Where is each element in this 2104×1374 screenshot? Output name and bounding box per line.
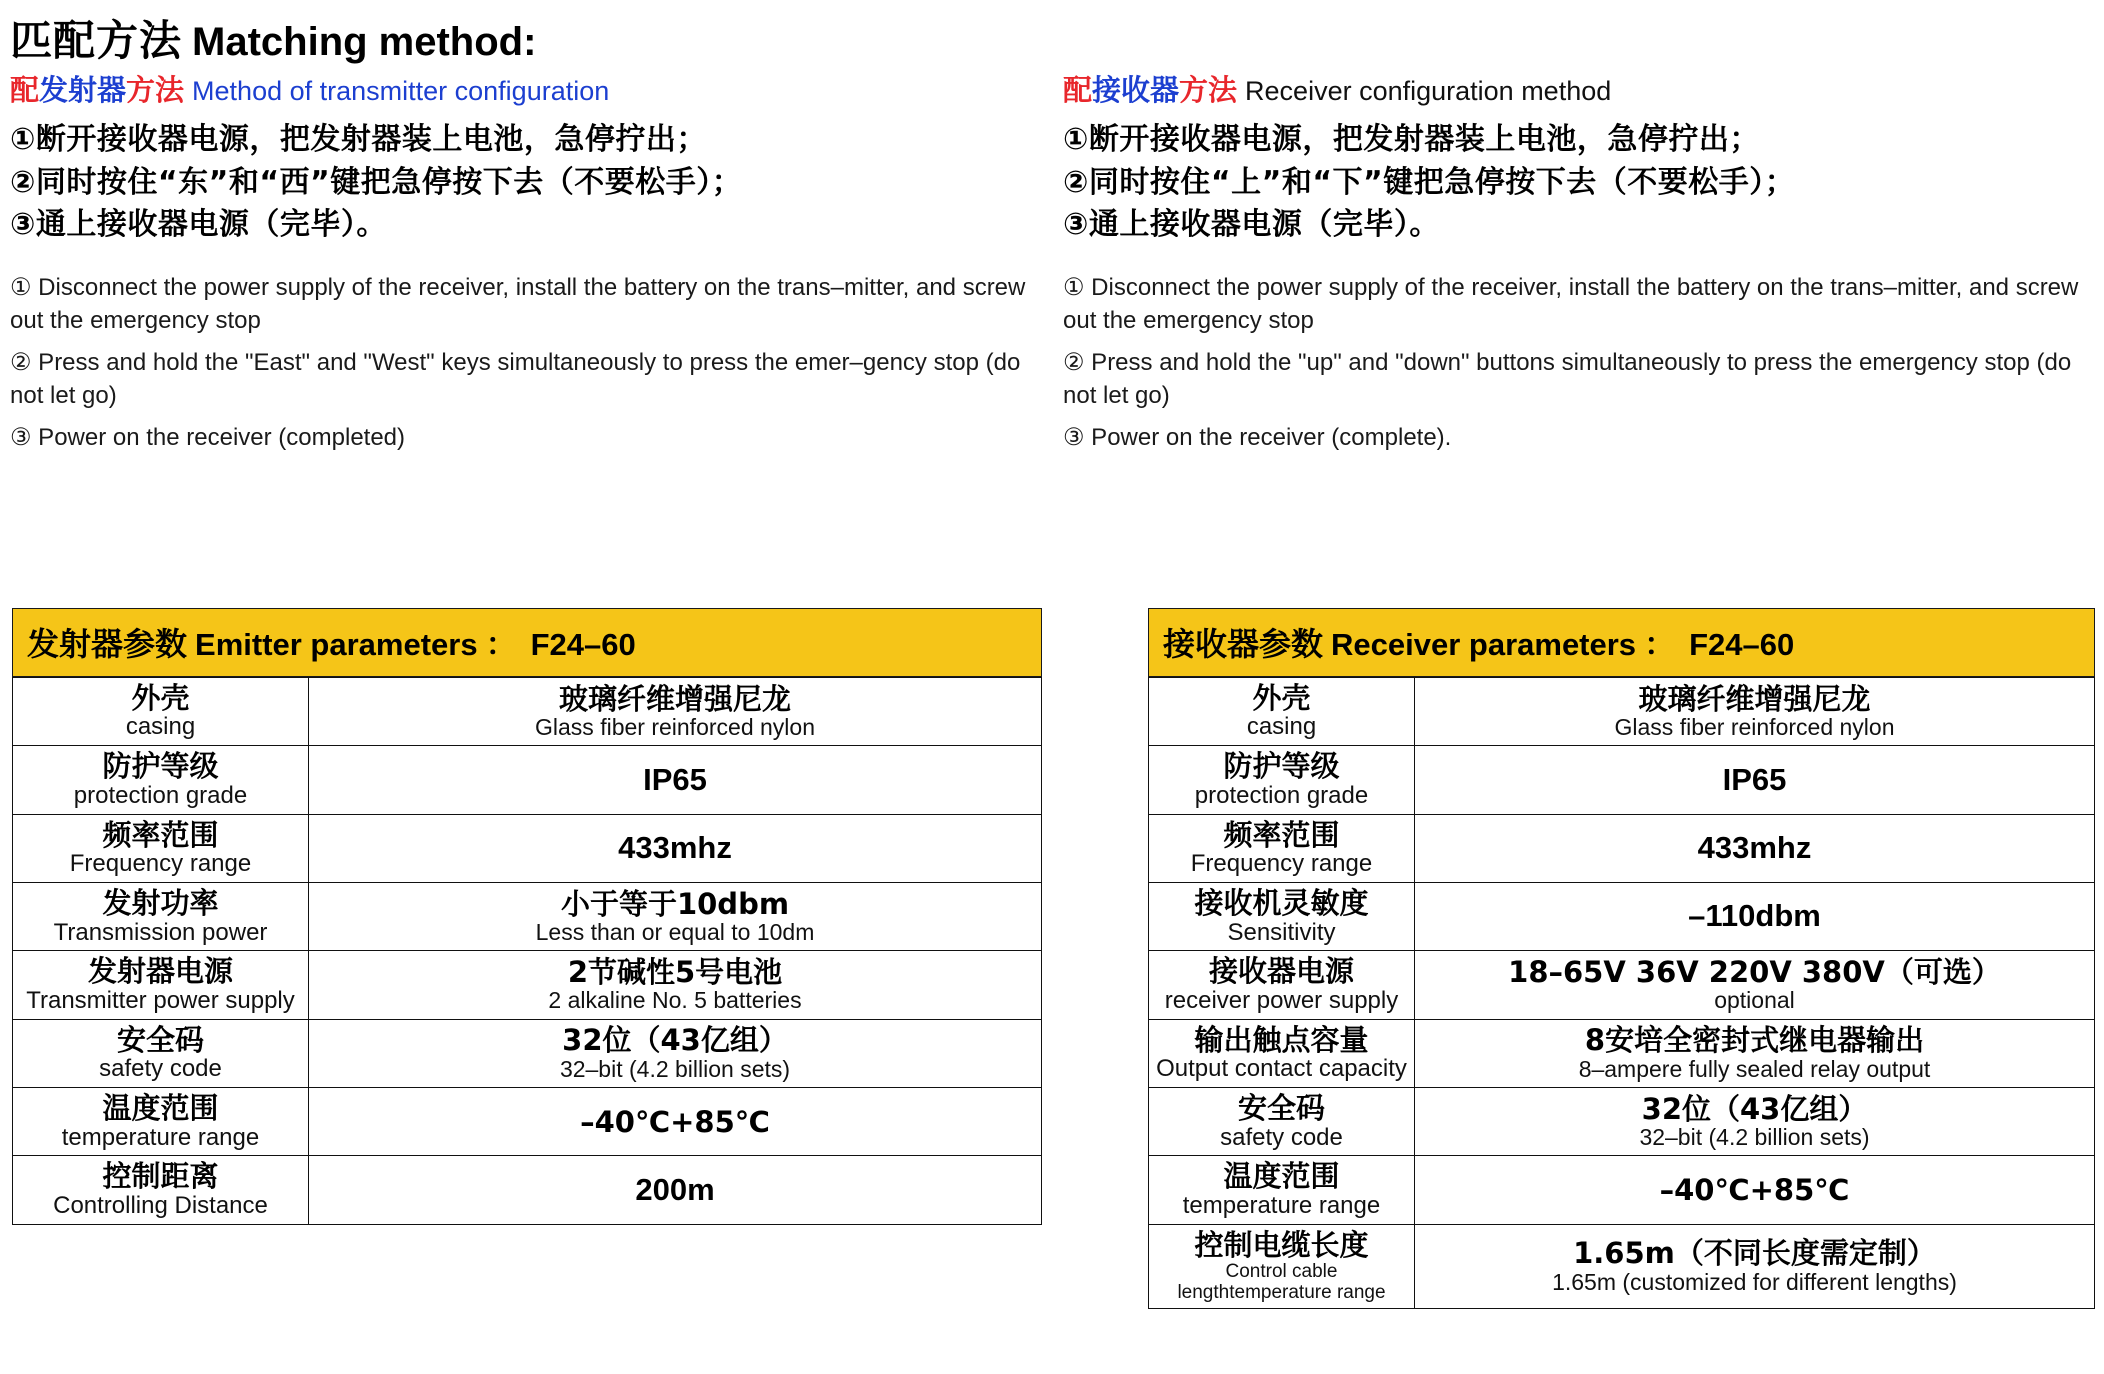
heading-cn-part2: 发射器 <box>39 73 127 107</box>
table-row <box>1149 814 2095 882</box>
row-value-cn: 玻璃纤维增强尼龙 <box>558 681 791 716</box>
step-cn-3: ③通上接收器电源（完毕）。 <box>10 207 387 243</box>
receiver-section <box>1063 68 2098 463</box>
row-label <box>13 814 309 882</box>
row-label-cn: 外壳 <box>1252 681 1311 715</box>
step-en-2: ② Press and hold the "East" and "West" keys simultaneously to press the emer–gency stop (do not let go) <box>10 349 1021 410</box>
row-value-en: 8–ampere fully sealed relay output <box>1578 1055 1931 1082</box>
row-label <box>1149 883 1415 951</box>
row-label <box>13 883 309 951</box>
row-label <box>1149 951 1415 1019</box>
step-en-1: ① Disconnect the power supply of the receiver, install the battery on the trans–mitter, and screw out the emergency stop <box>10 273 1026 334</box>
row-label <box>1149 746 1415 814</box>
row-label-en: casing <box>1246 713 1317 741</box>
heading-cn-part1: 配 <box>10 73 40 107</box>
receiver-section-heading <box>1063 68 2098 109</box>
table-row <box>1149 1019 2095 1087</box>
row-value <box>1415 1156 2095 1224</box>
table-row <box>13 883 1042 951</box>
emitter-table-model: F24–60 <box>530 627 636 662</box>
row-label-en: receiver power supply <box>1164 986 1399 1014</box>
step-en-2: ② Press and hold the "up" and "down" buttons simultaneously to press the emergency stop (do not let go) <box>1063 349 2072 410</box>
row-value-cn: 玻璃纤维增强尼龙 <box>1638 681 1871 716</box>
row-label-cn: 温度范围 <box>102 1091 219 1126</box>
step-cn-2: ②同时按住“东”和“西”键把急停按下去（不要松手）； <box>10 164 743 200</box>
transmitter-section-heading <box>10 68 1040 109</box>
row-value <box>1415 1088 2095 1156</box>
table-row <box>1149 678 2095 746</box>
table-row <box>13 746 1042 814</box>
row-label-en: Output contact capacity <box>1156 1055 1407 1083</box>
row-value-en: 32–bit (4.2 billion sets) <box>1639 1124 1870 1151</box>
row-label-en: Transmission power <box>53 918 268 946</box>
receiver-table-header-sep: ： <box>1644 627 1676 662</box>
row-value <box>309 1019 1042 1087</box>
row-value-cn: 8安培全密封式继电器输出 <box>1584 1023 1925 1058</box>
row-value-cn: –40℃+85℃ <box>580 1104 770 1139</box>
page-title-cn: 匹配方法 <box>10 16 183 65</box>
row-value-text: IP65 <box>643 761 707 797</box>
table-row <box>1149 746 2095 814</box>
row-label-cn: 防护等级 <box>1223 749 1340 784</box>
row-label-cn: 控制电缆长度 <box>1194 1227 1369 1262</box>
row-label <box>1149 678 1415 746</box>
table-row <box>13 1088 1042 1156</box>
row-value-cn: 32位（43亿组） <box>562 1023 788 1058</box>
row-value-text: 433mhz <box>1697 830 1812 865</box>
row-value <box>1415 951 2095 1019</box>
emitter-table-header-cn: 发射器参数 <box>27 625 188 663</box>
row-label <box>13 746 309 814</box>
table-row <box>13 814 1042 882</box>
receiver-steps-cn <box>1063 119 2098 247</box>
row-value-text: 433mhz <box>618 830 732 865</box>
emitter-table-header <box>12 608 1042 677</box>
transmitter-steps-cn <box>10 119 1040 247</box>
row-label-cn: 输出触点容量 <box>1194 1022 1369 1057</box>
emitter-parameters-table <box>12 608 1042 1225</box>
emitter-spec-table <box>12 677 1042 1225</box>
row-value-cn: 1.65m（不同长度需定制） <box>1573 1236 1936 1271</box>
row-value <box>1415 883 2095 951</box>
row-value-en: Glass fiber reinforced nylon <box>1614 714 1895 741</box>
row-label-cn: 发射器电源 <box>87 954 233 989</box>
row-label-cn: 发射功率 <box>102 886 219 921</box>
row-label <box>1149 1156 1415 1224</box>
row-label-en: temperature range <box>61 1123 260 1151</box>
row-label-en: Frequency range <box>69 850 252 878</box>
row-label-cn: 防护等级 <box>102 749 219 784</box>
receiver-steps-en <box>1063 271 2098 455</box>
row-value <box>1415 1019 2095 1087</box>
row-value-en: Glass fiber reinforced nylon <box>535 714 815 741</box>
row-label-en: protection grade <box>73 781 248 809</box>
receiver-parameters-table <box>1148 608 2095 1309</box>
emitter-table-header-en: Emitter parameters <box>195 627 478 662</box>
row-label <box>13 1019 309 1087</box>
row-label <box>13 951 309 1019</box>
row-label <box>13 1088 309 1156</box>
row-label-en: Controlling Distance <box>53 1191 268 1219</box>
row-label-en: Control cable lengthtemperature range <box>1177 1261 1386 1304</box>
heading-en: Receiver configuration method <box>1245 76 1612 106</box>
step-cn-3: ③通上接收器电源（完毕）。 <box>1063 207 1440 243</box>
table-row <box>13 1019 1042 1087</box>
row-value-en: 1.65m (customized for different lengths) <box>1552 1268 1957 1295</box>
table-row <box>13 951 1042 1019</box>
page-title <box>10 8 536 68</box>
row-label-en: protection grade <box>1194 781 1369 809</box>
row-value <box>1415 1224 2095 1308</box>
row-label-en: Transmitter power supply <box>26 986 295 1014</box>
receiver-table-header-cn: 接收器参数 <box>1163 625 1324 663</box>
row-value <box>309 951 1042 1019</box>
table-row <box>1149 951 2095 1019</box>
step-cn-2: ②同时按住“上”和“下”键把急停按下去（不要松手）； <box>1063 164 1796 200</box>
row-label <box>13 678 309 746</box>
row-label-en: Frequency range <box>1190 850 1373 878</box>
table-row <box>13 1156 1042 1224</box>
row-value <box>309 883 1042 951</box>
row-label-en: casing <box>125 713 196 741</box>
row-value <box>309 678 1042 746</box>
row-value <box>309 1088 1042 1156</box>
step-cn-1: ①断开接收器电源，把发射器装上电池，急停拧出； <box>10 122 707 157</box>
table-row <box>1149 883 2095 951</box>
row-value-cn: –40℃+85℃ <box>1659 1172 1850 1207</box>
heading-en: Method of transmitter configuration <box>192 76 610 106</box>
row-value-cn: 2节碱性5号电池 <box>567 954 783 989</box>
table-row <box>1149 1224 2095 1308</box>
row-value <box>309 814 1042 882</box>
table-row <box>1149 1088 2095 1156</box>
heading-cn-part3: 方法 <box>126 73 185 107</box>
row-label-cn: 接收器电源 <box>1208 954 1354 989</box>
step-en-3: ③ Power on the receiver (completed) <box>10 424 406 452</box>
page-title-en: Matching method: <box>192 20 537 64</box>
row-label-cn: 温度范围 <box>1223 1159 1340 1194</box>
row-value-text: 200m <box>635 1171 715 1207</box>
heading-cn-part2: 接收器 <box>1092 73 1180 107</box>
row-label-cn: 频率范围 <box>102 817 219 852</box>
transmitter-section <box>10 68 1040 463</box>
row-label-en: safety code <box>1220 1123 1343 1151</box>
row-value-cn: 18–65V 36V 220V 380V（可选） <box>1508 954 2001 989</box>
row-label-cn: 频率范围 <box>1223 817 1340 852</box>
receiver-table-header-en: Receiver parameters <box>1331 627 1637 662</box>
receiver-table-model: F24–60 <box>1689 627 1795 662</box>
row-value <box>1415 746 2095 814</box>
row-label-cn: 安全码 <box>1237 1091 1325 1126</box>
row-label <box>13 1156 309 1224</box>
receiver-spec-table <box>1148 677 2095 1309</box>
heading-cn-part3: 方法 <box>1179 73 1238 107</box>
row-value <box>309 746 1042 814</box>
row-value-en: Less than or equal to 10dm <box>535 919 815 946</box>
step-en-3: ③ Power on the receiver (complete). <box>1063 424 1452 452</box>
row-value-text: IP65 <box>1722 761 1787 797</box>
emitter-table-header-sep: ： <box>485 627 517 662</box>
row-label <box>1149 1019 1415 1087</box>
row-label-en: safety code <box>99 1055 222 1083</box>
row-label-en: temperature range <box>1182 1191 1381 1219</box>
row-value-cn: 32位（43亿组） <box>1641 1091 1868 1126</box>
table-row <box>1149 1156 2095 1224</box>
row-value <box>309 1156 1042 1224</box>
row-value <box>1415 814 2095 882</box>
row-label-en: Sensitivity <box>1227 918 1336 946</box>
table-row <box>13 678 1042 746</box>
row-label-cn: 外壳 <box>131 681 190 715</box>
row-label-cn: 安全码 <box>116 1022 204 1057</box>
row-label <box>1149 1088 1415 1156</box>
row-label-cn: 控制距离 <box>102 1159 219 1194</box>
transmitter-steps-en <box>10 271 1040 455</box>
receiver-table-header <box>1148 608 2095 677</box>
row-value-en: 32–bit (4.2 billion sets) <box>559 1055 791 1082</box>
row-value-en: 2 alkaline No. 5 batteries <box>548 987 802 1014</box>
row-label <box>1149 814 1415 882</box>
step-en-1: ① Disconnect the power supply of the receiver, install the battery on the trans–mitter, and screw out the emergency stop <box>1063 273 2079 334</box>
heading-cn-part1: 配 <box>1063 73 1093 107</box>
row-value-en: optional <box>1714 987 1795 1014</box>
row-label <box>1149 1224 1415 1308</box>
row-label-cn: 接收机灵敏度 <box>1194 886 1369 921</box>
step-cn-1: ①断开接收器电源，把发射器装上电池，急停拧出； <box>1063 122 1760 157</box>
row-value-text: –110dbm <box>1688 898 1821 934</box>
row-value-cn: 小于等于10dbm <box>560 886 790 921</box>
row-value <box>1415 678 2095 746</box>
